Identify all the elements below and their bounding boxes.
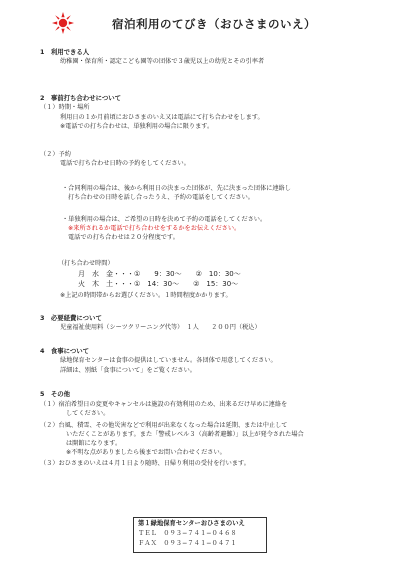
schedule-heading: （打ち合わせ時間） xyxy=(58,260,114,267)
schedule-note: ※上記の時間帯からお選びください。１時間程度かかります。 xyxy=(60,292,232,299)
section-2-sub1-line1: 利用日の１か月前頃におひさまのいえ又は電話にて打ち合わせをします。 xyxy=(60,114,264,121)
section-5-item2-line3: は開館になります。 xyxy=(66,440,122,447)
section-4-line1: 緑地保育センターは食事の提供はしていません。各団体で用意してください。 xyxy=(60,357,277,364)
page-title: 宿泊利用のてびき（おひさまのいえ） xyxy=(112,17,316,31)
bullet-single-line2: ※来所されるか電話で打ち合わせをするかをお伝えください。 xyxy=(68,225,241,232)
section-5-item2-line2: いただくことがあります。また「警戒レベル３（高齢者避難）」以上が発令された場合 xyxy=(66,431,304,438)
section-2-sub1-line2: ※電話での打ち合わせは、単独利用の場合に限ります。 xyxy=(60,123,214,130)
bullet-single-line3: 電話での打ち合わせは２０分程度です。 xyxy=(68,234,179,241)
section-3-heading: 3 必要経費について xyxy=(40,314,102,322)
section-3-text: 児童福祉使用料（シーツクリーニング代等） １人 ２００円（税込） xyxy=(60,324,261,331)
contact-box xyxy=(133,517,267,553)
schedule-row-2: 火 木 土・・・① 14：30～ ② 15：30～ xyxy=(78,280,239,288)
contact-tel: ＴＥＬ ０９３−７４１−０４６８ xyxy=(138,530,237,537)
bullet-single-line1: ・単独利用の場合は、ご希望の日時を決めて予約の電話をしてください。 xyxy=(62,216,267,223)
section-2-sub1-heading: （１）時期・場所 xyxy=(40,104,90,111)
section-5-item1-line1: （１）宿泊希望日の変更やキャンセルは施設の有効利用のため、出来るだけ早めに連絡を xyxy=(40,401,288,408)
section-1-text: 幼稚園・保育所・認定こども園等の団体で３歳児以上の幼児とその引率者 xyxy=(60,58,265,65)
section-1-heading: 1 利用できる人 xyxy=(40,48,90,56)
sun-icon xyxy=(52,12,74,34)
section-2-sub2-line1: 電話で打ち合わせ日時の予約をしてください。 xyxy=(60,160,190,167)
contact-name: 第１緑地保育センターおひさまのいえ xyxy=(138,520,245,527)
section-4-heading: 4 食事について xyxy=(40,347,90,355)
schedule-row-1: 月 水 金・・・① 9：30～ ② 10：30～ xyxy=(78,270,241,278)
section-5-item1-line2: してください。 xyxy=(66,410,110,417)
section-5-heading: 5 その他 xyxy=(40,390,71,398)
section-5-item3-line1: （３）おひさまのいえは４月１日より随時、日帰り利用の受付を行います。 xyxy=(40,460,250,467)
section-4-line2: 詳細は、別紙「食事について」をご覧ください。 xyxy=(60,367,196,374)
contact-fax: ＦＡＸ ０９３−７４１−０４７１ xyxy=(138,540,237,547)
bullet-joint-line1: ・合同利用の場合は、後から利用日の決まった団体が、先に決まった団体に連絡し xyxy=(62,185,291,192)
section-2-sub2-heading: （２）予約 xyxy=(40,151,71,158)
bullet-joint-line2: 打ち合わせの日時を話し合ったうえ、予約の電話をしてください。 xyxy=(68,194,254,201)
section-5-item2-line4: ※不明な点がありましたら後までお問い合わせください。 xyxy=(66,449,226,456)
section-5-item2-line1: （２）台風、積雪、その他災害などで利用が出来なくなった場合は延期、または中止して xyxy=(40,422,288,429)
section-2-heading: 2 事前打ち合わせについて xyxy=(40,94,122,102)
